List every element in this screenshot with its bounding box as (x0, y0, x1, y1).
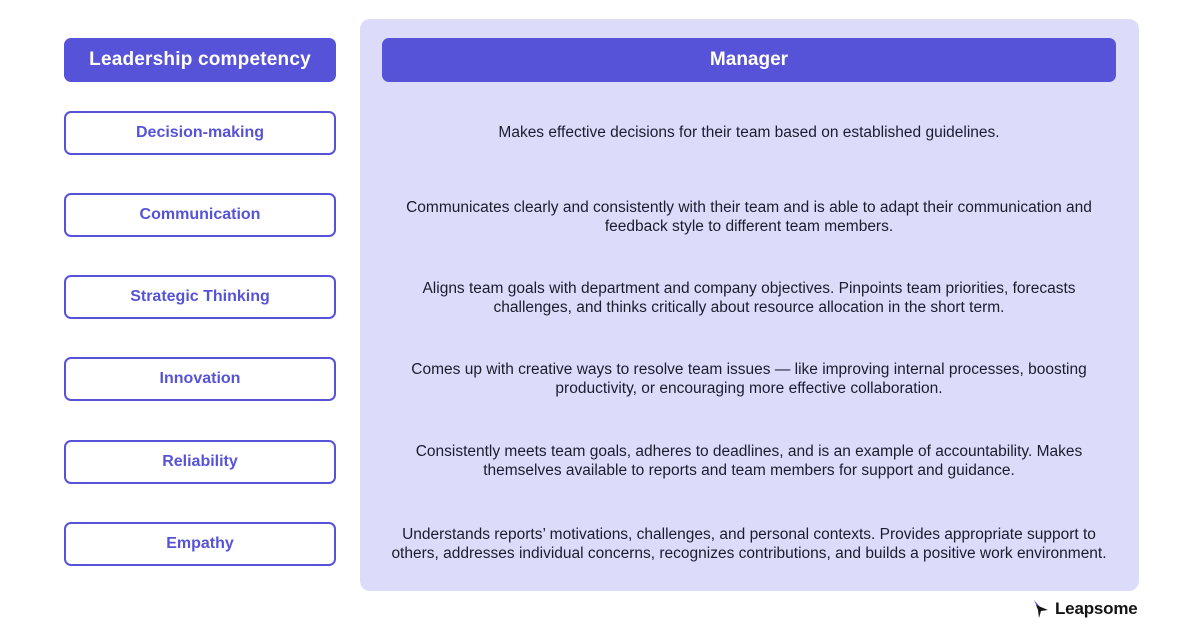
description-decision-making (382, 97, 1116, 169)
description-text: Makes effective decisions for their team based on established guidelines. (498, 124, 1000, 142)
description-text: Understands reports’ motivations, challenges, and personal contexts. Provides appropriate support to others, addresses individual concerns, recognizes contributions, and builds a positive work environment. (391, 525, 1107, 562)
description-empathy (382, 508, 1116, 580)
description-text: Communicates clearly and consistently with their team and is able to adapt their communication and feedback style to different team members. (406, 198, 1092, 235)
description-innovation (382, 343, 1116, 415)
competency-reliability (64, 440, 336, 484)
leapsome-logo (1032, 597, 1138, 621)
description-text: Aligns team goals with department and company objectives. Pinpoints team priorities, forecasts challenges, and thinks critically about resource allocation in the short term. (422, 279, 1076, 316)
competency-communication (64, 193, 336, 237)
competency-empathy (64, 522, 336, 566)
competency-label: Strategic Thinking (130, 288, 270, 305)
competency-column-title: Leadership competency (89, 49, 311, 70)
competency-label: Innovation (159, 370, 241, 387)
competency-label: Reliability (162, 453, 238, 470)
competency-decision-making (64, 111, 336, 155)
description-communication (382, 181, 1116, 253)
description-text: Consistently meets team goals, adheres to deadlines, and is an example of accountability. Makes themselves available to reports and team members for support and guidance. (415, 442, 1083, 479)
competency-label: Communication (139, 206, 261, 223)
manager-column-header (382, 38, 1116, 82)
leapsome-bird-icon (1032, 599, 1050, 619)
brand-name: Leapsome (1055, 599, 1138, 618)
competency-label: Empathy (166, 535, 234, 552)
competency-column-header (64, 38, 336, 82)
manager-column-title: Manager (709, 49, 789, 70)
description-reliability (382, 425, 1116, 497)
competency-label: Decision-making (135, 124, 265, 141)
competency-innovation (64, 357, 336, 401)
description-text: Comes up with creative ways to resolve team issues — like improving internal processes, boosting productivity, or encouraging more effective collaboration. (411, 360, 1087, 397)
competency-strategic-thinking (64, 275, 336, 319)
description-strategic-thinking (382, 262, 1116, 334)
